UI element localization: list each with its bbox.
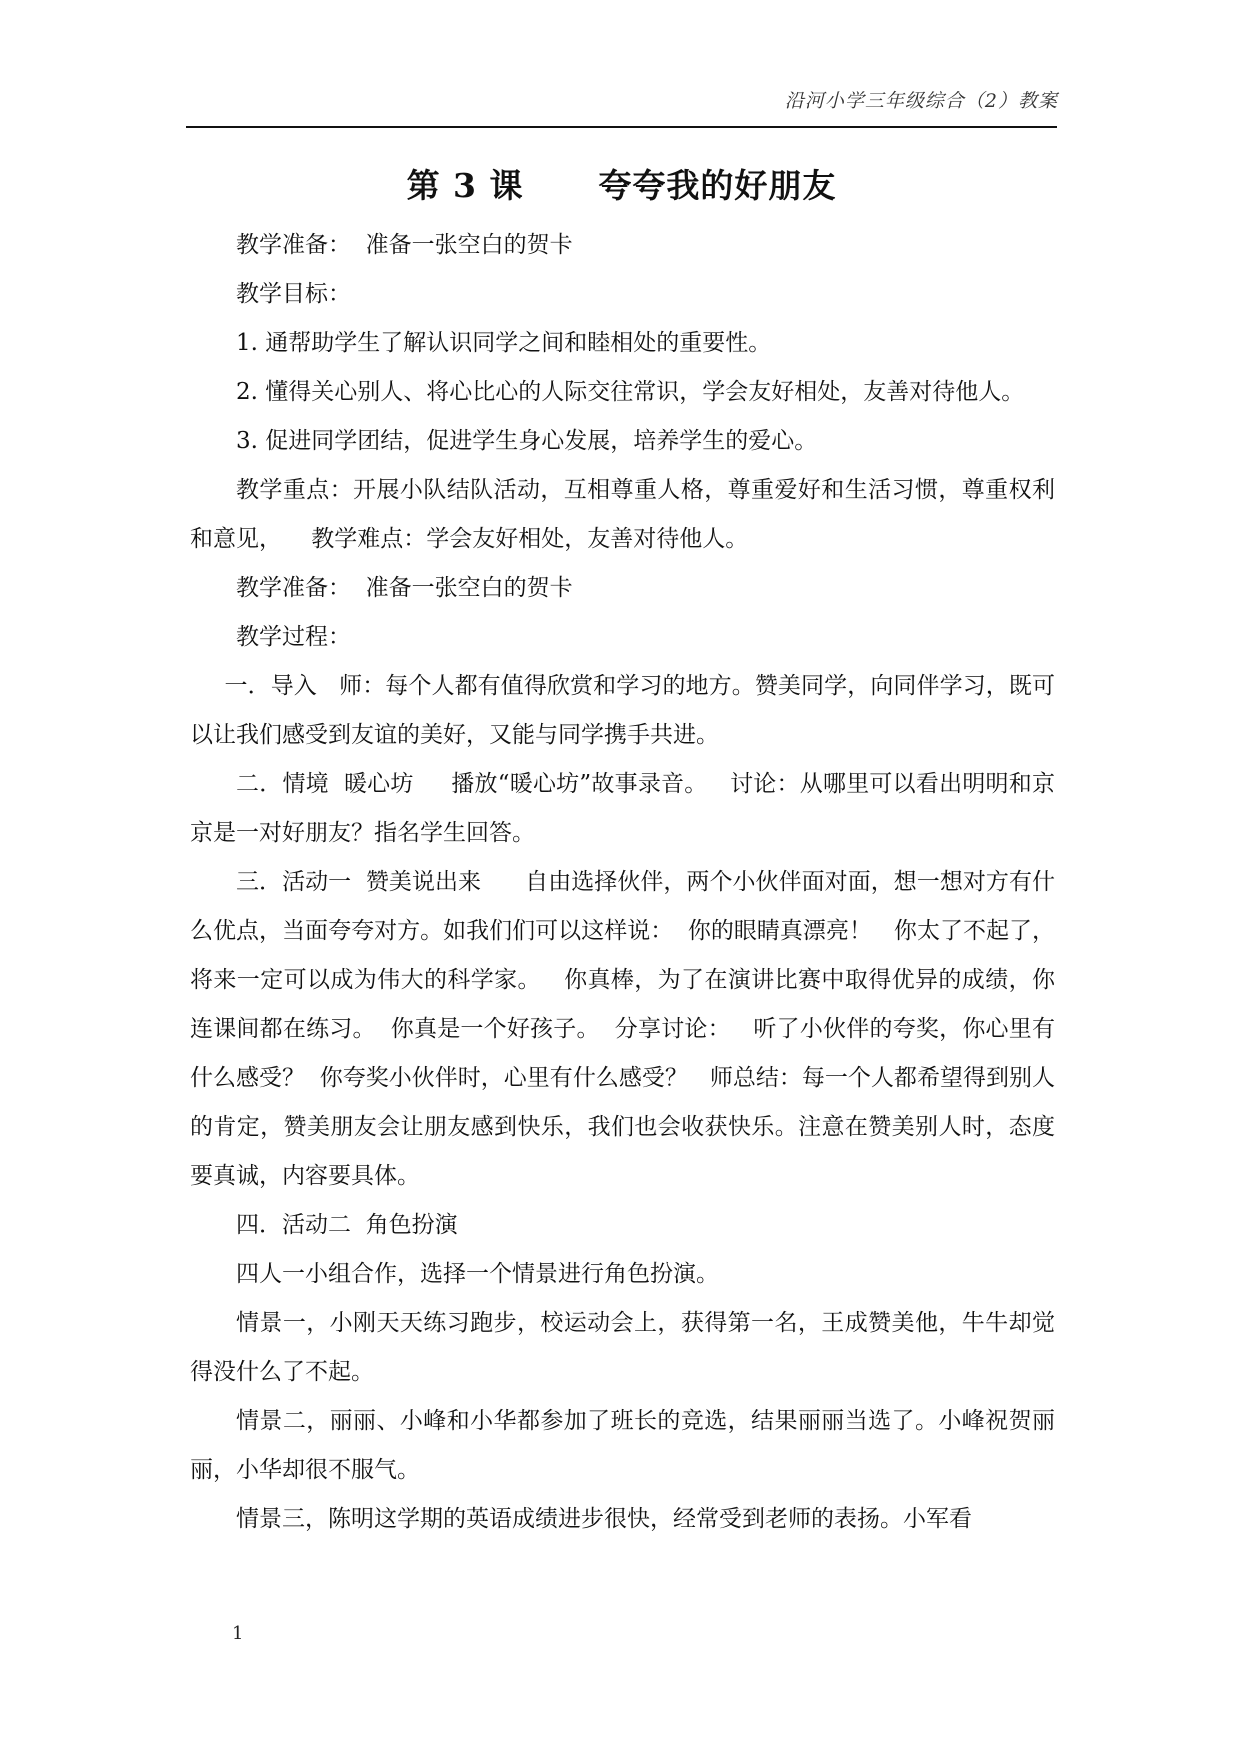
lesson-title: 第 3 课 夸夸我的好朋友	[406, 166, 837, 205]
paragraph: 情景二，丽丽、小峰和小华都参加了班长的竞选，结果丽丽当选了。小峰祝贺丽丽，小华却很不服气。	[190, 1408, 1055, 1483]
paragraph: 教学目标：	[236, 281, 351, 307]
paragraph: 四．活动二 角色扮演	[236, 1212, 458, 1238]
paragraph: 教学准备： 准备一张空白的贺卡	[236, 575, 573, 601]
paragraph: 二．情境 暖心坊 播放“暖心坊”故事录音。 讨论：从哪里可以看出明明和京京是一对好朋友？指名学生回答。	[190, 771, 1055, 846]
paragraph: 情景一，小刚天天练习跑步，校运动会上，获得第一名，王成赞美他，牛牛却觉得没什么了不起。	[190, 1310, 1055, 1385]
paragraph: 3. 促进同学团结，促进学生身心发展，培养学生的爱心。	[236, 428, 818, 454]
running-header: 沿河小学三年级综合（2）教案	[784, 90, 1058, 112]
paragraph: 教学准备： 准备一张空白的贺卡	[236, 232, 573, 258]
paragraph: 三．活动一 赞美说出来 自由选择伙伴，两个小伙伴面对面，想一想对方有什么优点，当面夸夸对方。如我们们可以这样说： 你的眼睛真漂亮！ 你太了不起了，将来一定可以成为伟大的科学家。 你真棒，为了在演讲比赛中取得优异的成绩，你连课间都在练习。 你真是一个好孩子。 分享讨论： 听了小伙伴的夸奖，你心里有什么感受？ 你夸奖小伙伴时，心里有什么感受？ 师总结：每一个人都希望得到别人的肯定，赞美朋友会让朋友感到快乐，我们也会收获快乐。注意在赞美别人时，态度要真诚，内容要具体。	[190, 869, 1055, 1189]
paragraph: 教学重点：开展小队结队活动，互相尊重人格，尊重爱好和生活习惯，尊重权利和意见， 教学难点：学会友好相处，友善对待他人。	[190, 477, 1055, 552]
paragraph: 2. 懂得关心别人、将心比心的人际交往常识，学会友好相处，友善对待他人。	[236, 379, 1025, 405]
header-rule	[186, 126, 1057, 128]
paragraph: 情景三，陈明这学期的英语成绩进步很快，经常受到老师的表扬。小军看	[236, 1506, 972, 1532]
paragraph: 四人一小组合作，选择一个情景进行角色扮演。	[236, 1261, 719, 1287]
paragraph: 1. 通帮助学生了解认识同学之间和睦相处的重要性。	[236, 330, 772, 356]
lesson-body	[190, 221, 1055, 1544]
page-number: 1	[232, 1623, 244, 1644]
paragraph: 一．导入 师：每个人都有值得欣赏和学习的地方。赞美同学，向同伴学习，既可以让我们感受到友谊的美好，又能与同学携手共进。	[190, 673, 1055, 748]
paragraph: 教学过程：	[236, 624, 351, 650]
